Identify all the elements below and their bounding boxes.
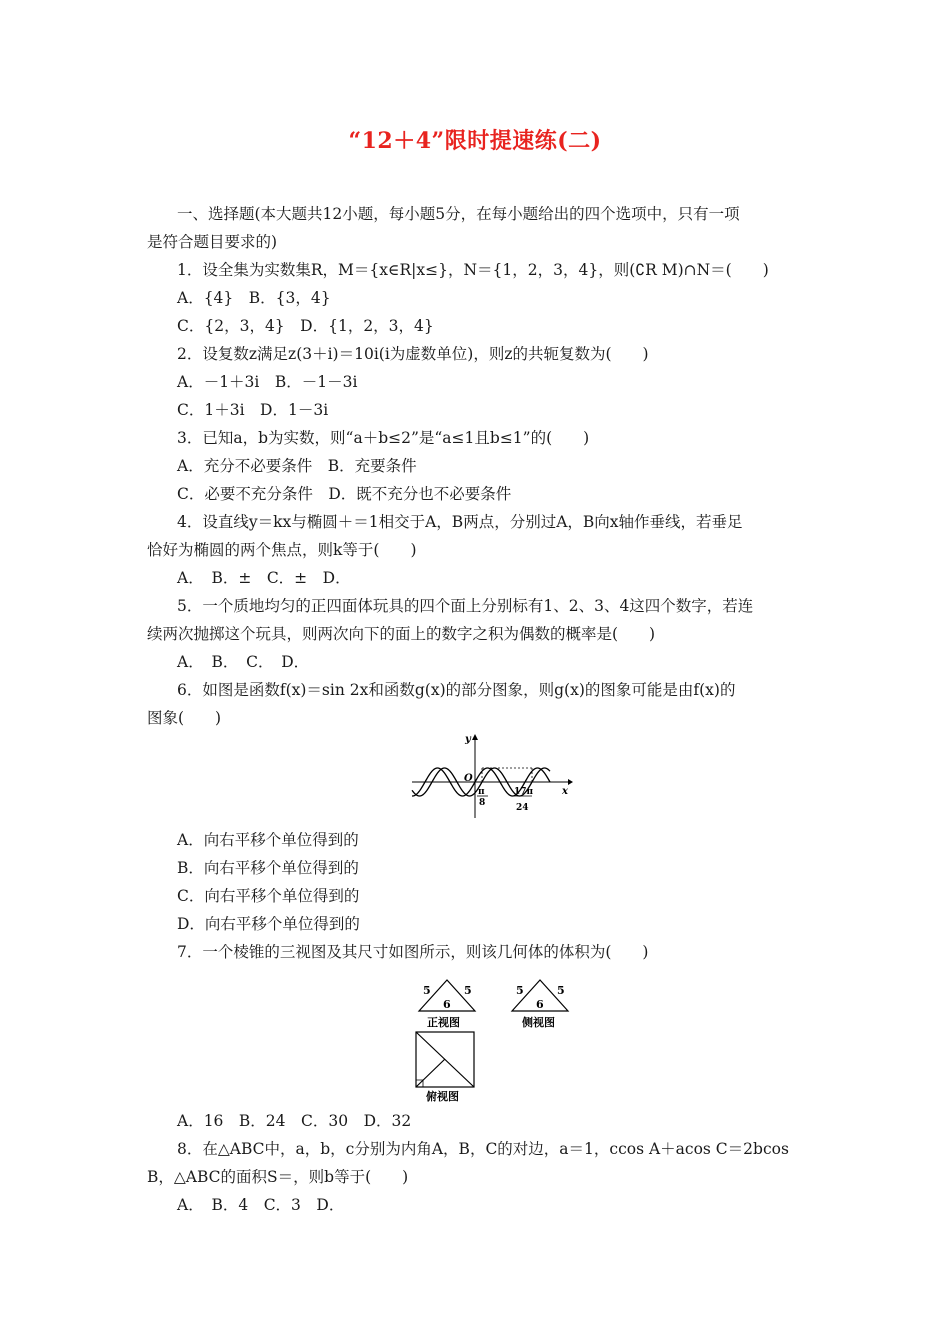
question-1: 1．设全集为实数集R，M＝{x∈R|x≤}，N＝{1，2，3，4}，则(∁R M)∩N＝( ) [177, 261, 769, 279]
q8-options: A． B．4 C．3 D． [177, 1196, 345, 1214]
q6-option-c: C．向右平移个单位得到的 [177, 887, 360, 905]
side-view-label: 侧视图 [522, 1016, 555, 1029]
q3-options-ab: A．充分不必要条件 B．充要条件 [177, 457, 417, 475]
question-3: 3．已知a，b为实数，则“a＋b≤2”是“a≤1且b≤1”的( ) [177, 429, 590, 447]
y-axis-arrow [472, 734, 478, 740]
q1-options-cd: C．{2，3，4} D．{1，2，3，4} [177, 317, 434, 335]
top-view-altitude [416, 1059, 445, 1087]
side-edge-right: 5 [557, 984, 565, 997]
y-label: y [465, 734, 471, 745]
q6-option-d: D．向右平移个单位得到的 [177, 915, 360, 933]
side-base: 6 [536, 998, 544, 1011]
front-edge-right: 5 [464, 984, 472, 997]
section-heading-cont: 是符合题目要求的) [147, 233, 278, 251]
x-axis-arrow [568, 779, 573, 785]
q6-option-a: A．向右平移个单位得到的 [177, 831, 359, 849]
question-5: 5．一个质地均匀的正四面体玩具的四个面上分别标有1、2、3、4这四个数字，若连 [177, 597, 754, 615]
tick1-denominator: 8 [479, 798, 486, 808]
question-4: 4．设直线y＝kx与椭圆＋＝1相交于A，B两点，分别过A，B向x轴作垂线，若垂足 [177, 513, 743, 531]
tick2-denominator: 24 [516, 803, 529, 813]
tick1-numerator: π [478, 787, 485, 797]
page-title: “12＋4”限时提速练(二) [348, 128, 602, 154]
question-2: 2．设复数z满足z(3＋i)＝10i(i为虚数单位)，则z的共轭复数为( ) [177, 345, 649, 363]
front-view-figure [415, 976, 479, 1032]
question-8-cont: B，△ABC的面积S＝，则b等于( ) [147, 1168, 409, 1186]
front-edge-left: 5 [423, 984, 431, 997]
question-4-cont: 恰好为椭圆的两个焦点，则k等于( ) [147, 541, 417, 559]
q3-options-cd: C．必要不充分条件 D．既不充分也不必要条件 [177, 485, 512, 503]
question-8: 8．在△ABC中，a，b，c分别为内角A，B，C的对边，a＝1，ccos A＋acos C＝2bcos [177, 1140, 789, 1158]
section-heading: 一、选择题(本大题共12小题，每小题5分，在每小题给出的四个选项中，只有一项 [177, 205, 740, 223]
q6-option-b: B．向右平移个单位得到的 [177, 859, 359, 877]
question-6-cont: 图象( ) [147, 709, 222, 727]
side-view-figure [508, 976, 572, 1032]
q1-options-ab: A．{4} B．{3，4} [177, 289, 331, 307]
tick2-numerator: 17π [514, 787, 534, 797]
front-base: 6 [443, 998, 451, 1011]
question-6: 6．如图是函数f(x)＝sin 2x和函数g(x)的部分图象，则g(x)的图象可能是由f(x)的 [177, 681, 736, 699]
function-graph-figure [410, 732, 574, 820]
top-view-label: 俯视图 [426, 1090, 459, 1103]
question-5-cont: 续两次抛掷这个玩具，则两次向下的面上的数字之积为偶数的概率是( ) [147, 625, 656, 643]
q4-options: A． B．± C．± D． [177, 569, 351, 587]
top-view-figure [410, 1028, 480, 1106]
q5-options: A． B． C． D． [177, 653, 310, 671]
side-edge-left: 5 [516, 984, 524, 997]
question-7: 7．一个棱锥的三视图及其尺寸如图所示，则该几何体的体积为( ) [177, 943, 649, 961]
origin-label: O [464, 773, 473, 784]
q2-options-ab: A．－1＋3i B．－1－3i [177, 373, 358, 391]
front-view-label: 正视图 [427, 1016, 460, 1029]
q2-options-cd: C．1＋3i D．1－3i [177, 401, 329, 419]
q7-options: A．16 B．24 C．30 D．32 [177, 1112, 412, 1130]
x-label: x [562, 786, 568, 797]
